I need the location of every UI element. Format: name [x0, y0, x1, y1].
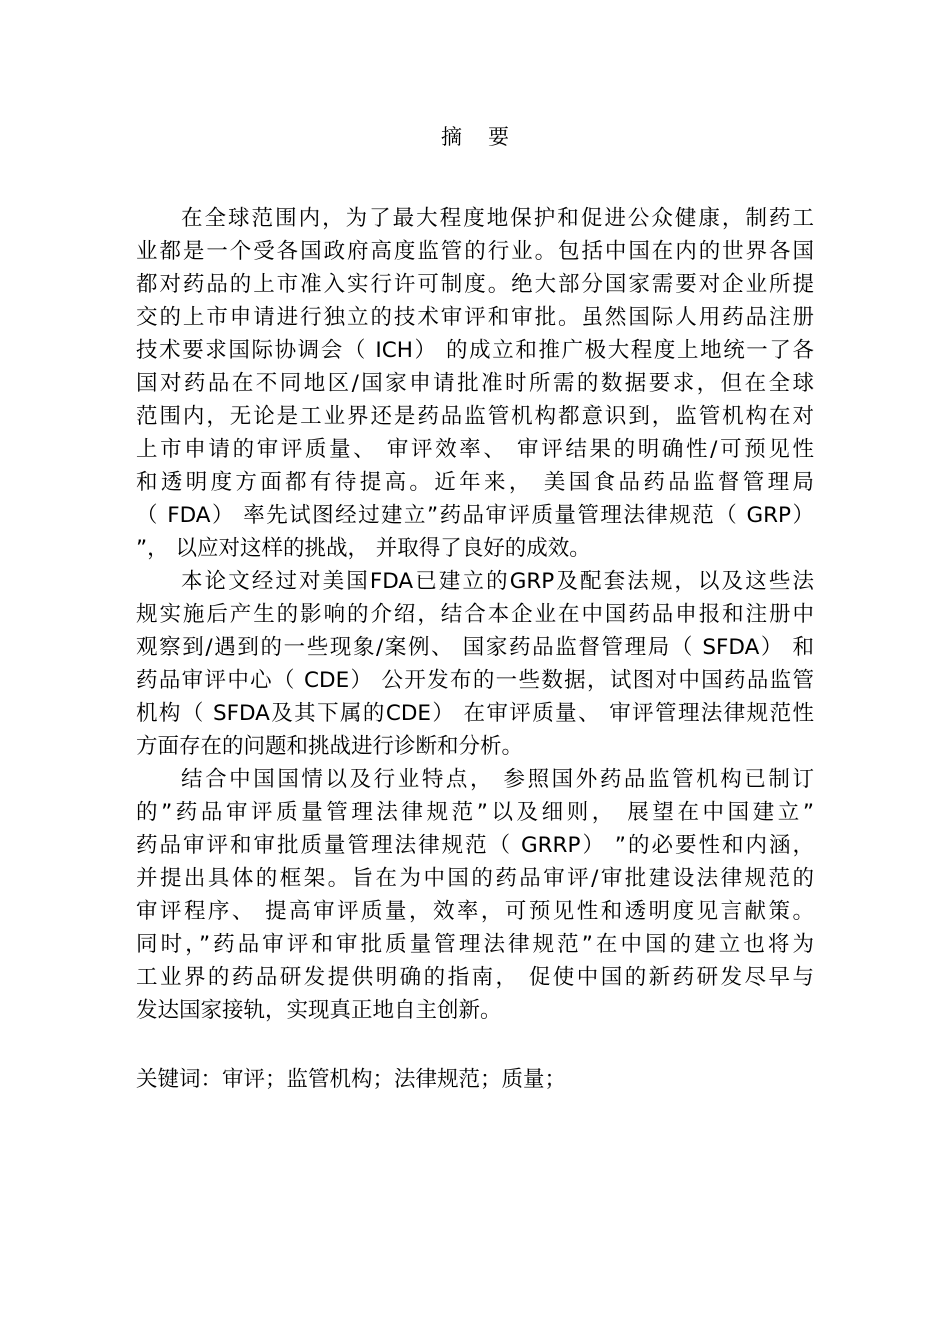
- paragraph-1-line-1: 在全球范围内，为了最大程度地保护和促进公众健康，制药工: [181, 206, 814, 231]
- paragraph-2-line-2: 规实施后产生的影响的介绍，结合本企业在中国药品申报和注册中: [136, 602, 814, 627]
- paragraph-3-line-1: 结合中国国情以及行业特点， 参照国外药品监管机构已制订: [181, 767, 814, 792]
- paragraph-3-line-8: 发达国家接轨，实现真正地自主创新。: [136, 998, 502, 1023]
- paragraph-3-line-5: 审评程序、 提高审评质量，效率，可预见性和透明度见言献策。: [136, 899, 814, 924]
- paragraph-1-line-3: 都对药品的上市准入实行许可制度。绝大部分国家需要对企业所提: [136, 272, 814, 297]
- paragraph-1-line-11: ”， 以应对这样的挑战， 并取得了良好的成效。: [136, 536, 591, 561]
- abstract-title: 摘要: [441, 125, 535, 149]
- abstract-body: [136, 202, 814, 1027]
- paragraph-2-line-3: 观察到/遇到的一些现象/案例、 国家药品监督管理局（ SFDA） 和: [136, 635, 814, 660]
- paragraph-1-line-10: （ FDA） 率先试图经过建立”药品审评质量管理法律规范（ GRP）: [136, 503, 814, 528]
- paragraph-3-line-4: 并提出具体的框架。旨在为中国的药品审评/审批建设法律规范的: [136, 866, 814, 891]
- paragraph-2-line-4: 药品审评中心（ CDE） 公开发布的一些数据，试图对中国药品监管: [136, 668, 814, 693]
- paragraph-1-line-9: 和透明度方面都有待提高。近年来， 美国食品药品监督管理局: [136, 470, 814, 495]
- paragraph-2-line-1: 本论文经过对美国FDA已建立的GRP及配套法规，以及这些法: [181, 569, 814, 594]
- keywords-line: 关键词：审评；监管机构；法律规范；质量；: [136, 1067, 567, 1092]
- paragraph-1-line-4: 交的上市申请进行独立的技术审评和审批。虽然国际人用药品注册: [136, 305, 814, 330]
- paragraph-2-line-6: 方面存在的问题和挑战进行诊断和分析。: [136, 734, 524, 759]
- paragraph-1-line-6: 国对药品在不同地区/国家申请批准时所需的数据要求，但在全球: [136, 371, 814, 396]
- paragraph-2-line-5: 机构（ SFDA及其下属的CDE） 在审评质量、 审评管理法律规范性: [136, 701, 814, 726]
- paragraph-1-line-7: 范围内，无论是工业界还是药品监管机构都意识到，监管机构在对: [136, 404, 814, 429]
- paragraph-1-line-2: 业都是一个受各国政府高度监管的行业。包括中国在内的世界各国: [136, 239, 814, 264]
- paragraph-3-line-7: 工业界的药品研发提供明确的指南， 促使中国的新药研发尽早与: [136, 965, 814, 990]
- paragraph-3-line-6: 同时，”药品审评和审批质量管理法律规范”在中国的建立也将为: [136, 932, 814, 957]
- paragraph-1-line-5: 技术要求国际协调会（ ICH） 的成立和推广极大程度上地统一了各: [136, 338, 814, 363]
- paragraph-1-line-8: 上市申请的审评质量、 审评效率、 审评结果的明确性/可预见性: [136, 437, 814, 462]
- paragraph-3-line-3: 药品审评和审批质量管理法律规范（ GRRP） ”的必要性和内涵，: [136, 833, 814, 858]
- paragraph-3-line-2: 的”药品审评质量管理法律规范”以及细则， 展望在中国建立”: [136, 800, 814, 825]
